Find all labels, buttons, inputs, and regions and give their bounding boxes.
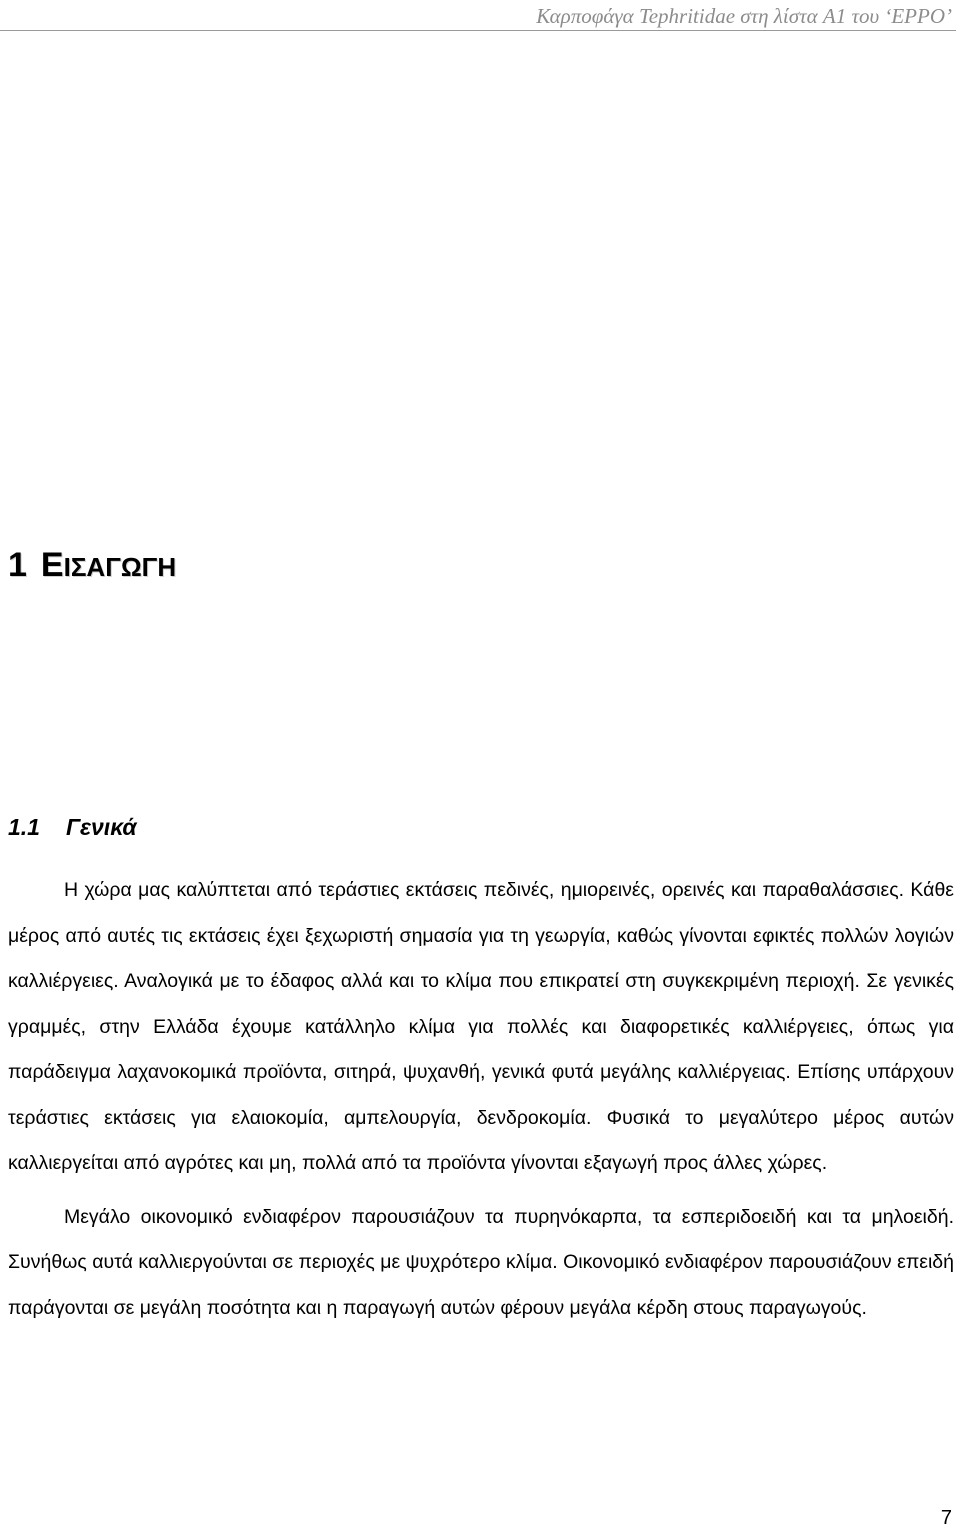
chapter-title [8, 548, 176, 582]
running-header: Καρποφάγα Tephritidae στη λίστα A1 του ‘EPPO’ [536, 4, 952, 28]
section-title-text: Γενικά [65, 814, 137, 840]
chapter-number: 1 [8, 546, 27, 584]
chapter-title-initial: Ε [40, 546, 64, 584]
paragraph: Η χώρα μας καλύπτεται από τεράστιες εκτάσεις πεδινές, ημιορεινές, ορεινές και παραθαλάσσιες. Κάθε μέρος από αυτές τις εκτάσεις έχει ξεχωριστή σημασία για τη γεωργία, καθώς γίνονται εφικτές πολλών λογιών καλλιέργειες. Αναλογικά με το έδαφος αλλά και το κλίμα που επικρατεί στη συγκεκριμένη περιοχή. Σε γενικές γραμμές, στην Ελλάδα έχουμε κατάλληλο κλίμα για πολλές και διαφορετικές καλλιέργειες, όπως για παράδειγμα λαχανοκομικά προϊόντα, σιτηρά, ψυχανθή, γενικά φυτά μεγάλης καλλιέργειας. Επίσης υπάρχουν τεράστιες εκτάσεις για ελαιοκομία, αμπελουργία, δενδροκομία. Φυσικά το μεγαλύτερο μέρος αυτών καλλιεργείται από αγρότες και μη, πολλά από τα προϊόντα γίνονται εξαγωγή προς άλλες χώρες. [8, 879, 954, 1174]
chapter-title-rest: ΙΣΑΓΩΓΗ [63, 552, 177, 582]
page-number: 7 [940, 1507, 952, 1529]
body-text [8, 868, 954, 1331]
header-rule [0, 30, 956, 31]
section-title [8, 816, 137, 839]
section-number: 1.1 [8, 814, 40, 840]
paragraph: Μεγάλο οικονομικό ενδιαφέρον παρουσιάζουν τα πυρηνόκαρπα, τα εσπεριδοειδή και τα μηλοειδή. Συνήθως αυτά καλλιεργούνται σε περιοχές με ψυχρότερο κλίμα. Οικονομικό ενδιαφέρον παρουσιάζουν επειδή παράγονται σε μεγάλη ποσότητα και η παραγωγή αυτών φέρουν μεγάλα κέρδη στους παραγωγούς. [8, 1205, 954, 1319]
